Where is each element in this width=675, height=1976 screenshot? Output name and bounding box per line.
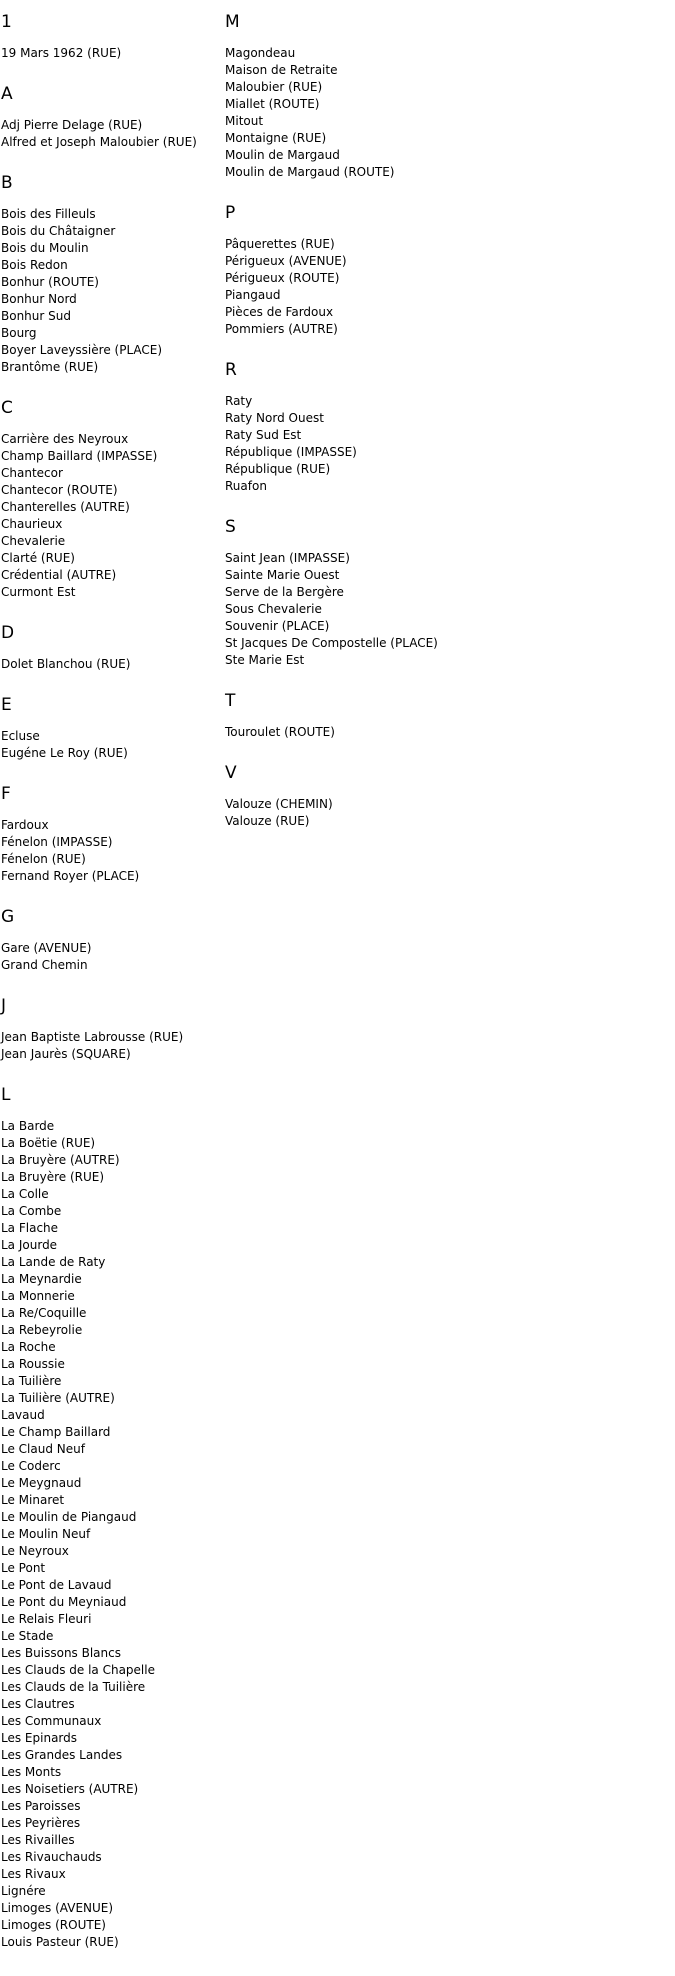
street-item: Le Meygnaud [1, 1476, 82, 1490]
street-item: Curmont Est [1, 585, 76, 599]
letter-section-m [225, 11, 665, 181]
street-item: Le Pont de Lavaud [1, 1578, 112, 1592]
street-item: St Jacques De Compostelle (PLACE) [225, 636, 438, 650]
letter-heading: R [225, 360, 237, 380]
street-list [1, 728, 223, 762]
letter-section-e [1, 694, 223, 762]
letter-heading: J [1, 996, 7, 1016]
letter-heading: C [1, 398, 13, 418]
letter-section-f [1, 783, 223, 885]
street-item: Pâquerettes (RUE) [225, 237, 335, 251]
street-item: Alfred et Joseph Maloubier (RUE) [1, 135, 197, 149]
street-item: Les Buissons Blancs [1, 1646, 121, 1660]
street-item: Ste Marie Est [225, 653, 305, 667]
street-list [1, 1029, 223, 1063]
street-item: Crédential (AUTRE) [1, 568, 117, 582]
street-item: Clarté (RUE) [1, 551, 75, 565]
street-item: Serve de la Bergère [225, 585, 344, 599]
street-item: Les Monts [1, 1765, 62, 1779]
street-item: La Meynardie [1, 1272, 82, 1286]
street-item: Maison de Retraite [225, 63, 338, 77]
street-item: Le Coderc [1, 1459, 61, 1473]
street-item: Boyer Laveyssière (PLACE) [1, 343, 163, 357]
street-list [225, 393, 665, 495]
street-item: Sous Chevalerie [225, 602, 322, 616]
letter-heading: L [1, 1085, 11, 1105]
street-item: Le Pont [1, 1561, 46, 1575]
street-item: Le Neyroux [1, 1544, 69, 1558]
letter-heading: V [225, 763, 237, 783]
street-item: Jean Jaurès (SQUARE) [1, 1047, 131, 1061]
street-item: Miallet (ROUTE) [225, 97, 320, 111]
street-list [1, 1118, 223, 1951]
letter-heading: G [1, 907, 15, 927]
street-item: Bois des Filleuls [1, 207, 96, 221]
street-item: La Colle [1, 1187, 49, 1201]
street-item: Sainte Marie Ouest [225, 568, 340, 582]
street-item: Les Peyrières [1, 1816, 81, 1830]
street-item: Montaigne (RUE) [225, 131, 327, 145]
letter-section-g [1, 906, 223, 974]
street-item: Le Stade [1, 1629, 54, 1643]
letter-section-r [225, 359, 665, 495]
street-index-right-column [225, 0, 665, 851]
street-item: Mitout [225, 114, 264, 128]
street-item: Pièces de Fardoux [225, 305, 334, 319]
street-item: République (RUE) [225, 462, 331, 476]
street-item: La Combe [1, 1204, 62, 1218]
street-item: Magondeau [225, 46, 296, 60]
street-item: Chantecor [1, 466, 63, 480]
letter-heading: B [1, 173, 13, 193]
street-item: Bois du Châtaigner [1, 224, 116, 238]
street-item: Les Rivauchauds [1, 1850, 102, 1864]
street-item: Lignére [1, 1884, 46, 1898]
street-item: République (IMPASSE) [225, 445, 357, 459]
street-item: Valouze (RUE) [225, 814, 310, 828]
street-item: Dolet Blanchou (RUE) [1, 657, 131, 671]
street-item: Pommiers (AUTRE) [225, 322, 338, 336]
street-item: Valouze (CHEMIN) [225, 797, 333, 811]
street-item: Le Pont du Meyniaud [1, 1595, 127, 1609]
street-list [1, 206, 223, 376]
street-list [225, 724, 665, 741]
letter-section-s [225, 516, 665, 669]
street-list [1, 117, 223, 151]
street-list [225, 550, 665, 669]
street-index-left-column [1, 0, 223, 1972]
street-item: Ecluse [1, 729, 40, 743]
street-item: Bonhur Sud [1, 309, 71, 323]
letter-heading: P [225, 203, 236, 223]
street-item: Le Claud Neuf [1, 1442, 85, 1456]
street-item: Piangaud [225, 288, 281, 302]
street-item: Bois du Moulin [1, 241, 89, 255]
street-item: Périgueux (AVENUE) [225, 254, 347, 268]
street-item: Le Champ Baillard [1, 1425, 111, 1439]
street-item: Le Relais Fleuri [1, 1612, 92, 1626]
street-item: 19 Mars 1962 (RUE) [1, 46, 122, 60]
street-item: Fernand Royer (PLACE) [1, 869, 140, 883]
street-item: Périgueux (ROUTE) [225, 271, 340, 285]
letter-heading: 1 [1, 12, 12, 32]
letter-heading: F [1, 784, 11, 804]
street-item: Les Noisetiers (AUTRE) [1, 1782, 139, 1796]
street-item: Bonhur Nord [1, 292, 77, 306]
street-item: Eugéne Le Roy (RUE) [1, 746, 128, 760]
street-item: La Rebeyrolie [1, 1323, 83, 1337]
letter-section-c [1, 397, 223, 601]
street-list [1, 817, 223, 885]
street-item: Fénelon (RUE) [1, 852, 86, 866]
street-item: Les Paroisses [1, 1799, 81, 1813]
letter-heading: E [1, 695, 12, 715]
street-item: Raty Sud Est [225, 428, 302, 442]
letter-section-b [1, 172, 223, 376]
street-item: La Monnerie [1, 1289, 75, 1303]
street-item: Chantecor (ROUTE) [1, 483, 118, 497]
street-item: La Barde [1, 1119, 55, 1133]
street-item: Fardoux [1, 818, 49, 832]
street-item: Maloubier (RUE) [225, 80, 323, 94]
street-item: Lavaud [1, 1408, 45, 1422]
street-item: Adj Pierre Delage (RUE) [1, 118, 143, 132]
street-list [225, 796, 665, 830]
letter-heading: M [225, 12, 240, 32]
street-item: Les Clautres [1, 1697, 75, 1711]
street-item: La Tuilière [1, 1374, 62, 1388]
street-item: Brantôme (RUE) [1, 360, 99, 374]
street-item: Raty Nord Ouest [225, 411, 324, 425]
street-item: Les Clauds de la Tuilière [1, 1680, 146, 1694]
letter-heading: D [1, 623, 15, 643]
street-item: La Bruyère (RUE) [1, 1170, 105, 1184]
letter-section-p [225, 202, 665, 338]
street-item: Chevalerie [1, 534, 66, 548]
letter-heading: A [1, 84, 13, 104]
street-item: La Roche [1, 1340, 56, 1354]
street-item: La Roussie [1, 1357, 65, 1371]
street-item: Les Rivailles [1, 1833, 75, 1847]
letter-section-v [225, 762, 665, 830]
street-item: Touroulet (ROUTE) [225, 725, 335, 739]
street-item: Souvenir (PLACE) [225, 619, 330, 633]
street-item: Fénelon (IMPASSE) [1, 835, 113, 849]
street-item: La Flache [1, 1221, 59, 1235]
street-list [1, 431, 223, 601]
street-item: Champ Baillard (IMPASSE) [1, 449, 158, 463]
street-item: Chaurieux [1, 517, 63, 531]
street-list [1, 940, 223, 974]
letter-heading: S [225, 517, 236, 537]
street-item: La Bruyère (AUTRE) [1, 1153, 120, 1167]
street-list [1, 45, 223, 62]
letter-section-d [1, 622, 223, 673]
letter-section-t [225, 690, 665, 741]
street-item: Les Grandes Landes [1, 1748, 123, 1762]
street-item: La Jourde [1, 1238, 58, 1252]
street-item: Raty [225, 394, 253, 408]
street-item: La Lande de Raty [1, 1255, 106, 1269]
street-item: Le Moulin Neuf [1, 1527, 91, 1541]
letter-section-a [1, 83, 223, 151]
street-item: Moulin de Margaud (ROUTE) [225, 165, 395, 179]
letter-section-l [1, 1084, 223, 1951]
letter-heading: T [225, 691, 236, 711]
street-item: La Boëtie (RUE) [1, 1136, 96, 1150]
street-item: Bourg [1, 326, 37, 340]
street-item: La Tuilière (AUTRE) [1, 1391, 115, 1405]
street-list [225, 45, 665, 181]
street-item: Bois Redon [1, 258, 68, 272]
street-list [225, 236, 665, 338]
street-item: Les Clauds de la Chapelle [1, 1663, 155, 1677]
street-list [1, 656, 223, 673]
street-item: La Re/Coquille [1, 1306, 87, 1320]
street-item: Les Communaux [1, 1714, 102, 1728]
street-item: Les Epinards [1, 1731, 78, 1745]
street-item: Ruafon [225, 479, 267, 493]
street-item: Louis Pasteur (RUE) [1, 1935, 119, 1949]
street-item: Saint Jean (IMPASSE) [225, 551, 350, 565]
street-item: Gare (AVENUE) [1, 941, 92, 955]
street-item: Bonhur (ROUTE) [1, 275, 99, 289]
letter-section-j [1, 995, 223, 1063]
letter-section-1 [1, 11, 223, 62]
street-item: Chanterelles (AUTRE) [1, 500, 130, 514]
street-item: Le Minaret [1, 1493, 65, 1507]
street-item: Limoges (AVENUE) [1, 1901, 114, 1915]
street-item: Carrière des Neyroux [1, 432, 129, 446]
street-item: Grand Chemin [1, 958, 88, 972]
street-item: Limoges (ROUTE) [1, 1918, 106, 1932]
street-item: Le Moulin de Piangaud [1, 1510, 137, 1524]
street-item: Jean Baptiste Labrousse (RUE) [1, 1030, 184, 1044]
street-item: Les Rivaux [1, 1867, 66, 1881]
street-item: Moulin de Margaud [225, 148, 340, 162]
